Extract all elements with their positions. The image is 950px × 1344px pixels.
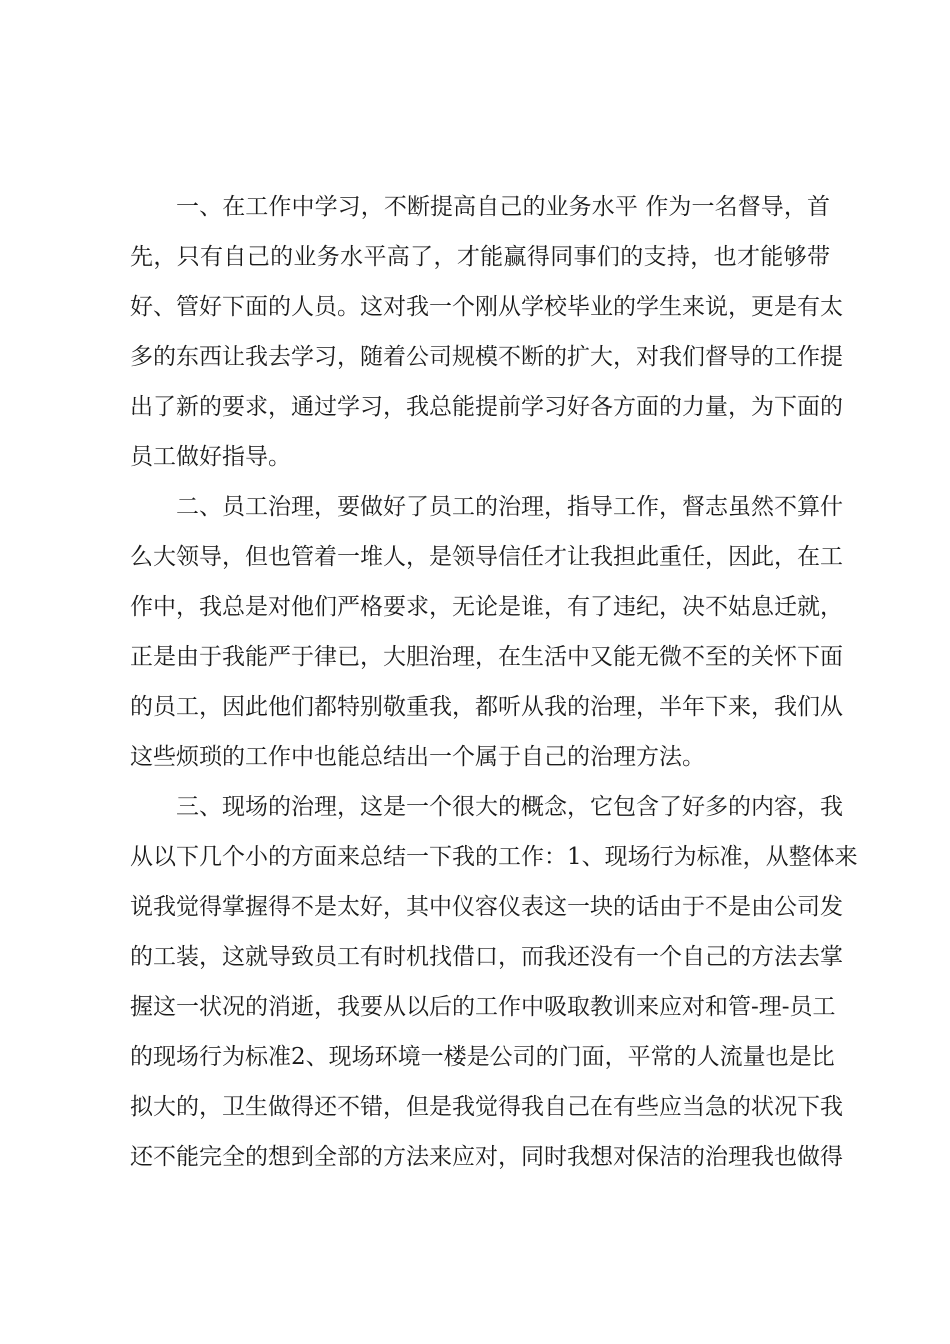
paragraph-2 [130,482,843,782]
text-line: 作中，我总是对他们严格要求，无论是谁，有了违纪，决不姑息迁就， [130,594,843,620]
text-line: 拟大的，卫生做得还不错，但是我觉得我自己在有些应当急的状况下我 [130,1094,843,1120]
text-line: 三、现场的治理，这是一个很大的概念，它包含了好多的内容，我 [176,794,843,820]
text-line: 好、管好下面的人员。这对我一个刚从学校毕业的学生来说，更是有太 [130,294,843,320]
document-body [130,182,858,1182]
text-line: 说我觉得掌握得不是太好，其中仪容仪表这一块的话由于不是由公司发 [130,894,843,920]
text-line: 的员工，因此他们都特别敬重我，都听从我的治理，半年下来，我们从 [130,694,843,720]
text-line: 一、在工作中学习，不断提高自己的业务水平 作为一名督导，首 [176,194,830,220]
text-line: 出了新的要求，通过学习，我总能提前学习好各方面的力量，为下面的 [130,394,843,420]
text-line: 握这一状况的消逝，我要从以后的工作中吸取教训来应对和管-理-员工 [130,994,836,1020]
text-line: 先，只有自己的业务水平高了，才能赢得同事们的支持，也才能够带 [130,244,830,270]
text-line: 么大领导，但也管着一堆人，是领导信任才让我担此重任，因此，在工 [130,544,843,570]
text-line: 的工装，这就导致员工有时机找借口，而我还没有一个自己的方法去掌 [130,944,843,970]
text-line: 还不能完全的想到全部的方法来应对，同时我想对保洁的治理我也做得 [130,1144,843,1170]
text-line: 从以下几个小的方面来总结一下我的工作：1、现场行为标准，从整体来 [130,844,858,870]
text-line: 这些烦琐的工作中也能总结出一个属于自己的治理方法。 [130,744,705,770]
paragraph-3 [130,782,858,1182]
text-line: 员工做好指导。 [130,444,291,470]
text-line: 二、员工治理，要做好了员工的治理，指导工作，督志虽然不算什 [176,494,843,520]
paragraph-1 [130,182,843,482]
text-line: 的现场行为标准2、现场环境一楼是公司的门面，平常的人流量也是比 [130,1044,835,1070]
text-line: 多的东西让我去学习，随着公司规模不断的扩大，对我们督导的工作提 [130,344,843,370]
text-line: 正是由于我能严于律已，大胆治理，在生活中又能无微不至的关怀下面 [130,644,843,670]
